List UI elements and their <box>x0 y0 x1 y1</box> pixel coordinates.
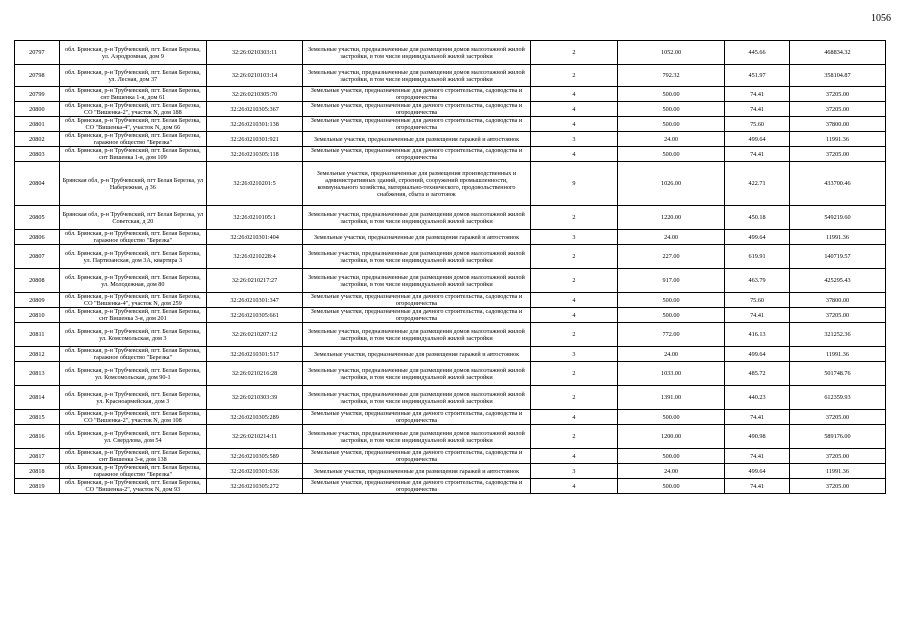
address-cell: Брянская обл, р-н Трубчевский, пгт Белая Березка, ул Советская, д 20 <box>59 206 206 230</box>
cadastral-number-cell: 32:26:0210105:1 <box>207 206 303 230</box>
cadastral-value-cell: 612359.93 <box>789 386 885 410</box>
cadastral-value-cell: 549219.60 <box>789 206 885 230</box>
purpose-group-cell: 3 <box>530 347 617 362</box>
specific-value-cell: 75.60 <box>725 117 790 132</box>
purpose-group-cell: 9 <box>530 162 617 206</box>
address-cell: обл. Брянская, р-н Трубчевский, пгт. Белая Березка, СО "Вишенка-2", участок N, дом 93 <box>59 479 206 494</box>
row-id-cell: 20800 <box>15 102 60 117</box>
land-purpose-cell: Земельные участки, предназначенные для размещения домов малоэтажной жилой застройки, в том числе индивидуальной жилой застройки <box>303 386 531 410</box>
specific-value-cell: 619.91 <box>725 245 790 269</box>
cadastral-number-cell: 32:26:0210301:138 <box>207 117 303 132</box>
specific-value-cell: 463.79 <box>725 269 790 293</box>
table-row <box>15 362 886 386</box>
area-cell: 24.00 <box>617 347 724 362</box>
table-row <box>15 410 886 425</box>
table-row <box>15 87 886 102</box>
address-cell: обл. Брянская, р-н Трубчевский, пгт. Белая Березка, гаражное общество "Березка" <box>59 230 206 245</box>
row-id-cell: 20813 <box>15 362 60 386</box>
land-purpose-cell: Земельные участки, предназначенные для размещения гаражей и автостоянок <box>303 132 531 147</box>
purpose-group-cell: 4 <box>530 449 617 464</box>
cadastral-number-cell: 32:26:0210201:5 <box>207 162 303 206</box>
purpose-group-cell: 4 <box>530 410 617 425</box>
row-id-cell: 20803 <box>15 147 60 162</box>
specific-value-cell: 490.98 <box>725 425 790 449</box>
specific-value-cell: 74.41 <box>725 102 790 117</box>
specific-value-cell: 451.97 <box>725 65 790 87</box>
land-purpose-cell: Земельные участки, предназначенные для дачного строительства, садоводства и огородничества <box>303 410 531 425</box>
address-cell: обл. Брянская, р-н Трубчевский, пгт. Белая Березка, ул. Лесная, дом 37 <box>59 65 206 87</box>
row-id-cell: 20808 <box>15 269 60 293</box>
purpose-group-cell: 4 <box>530 87 617 102</box>
purpose-group-cell: 4 <box>530 293 617 308</box>
land-purpose-cell: Земельные участки, предназначенные для дачного строительства, садоводства и огородничества <box>303 308 531 323</box>
address-cell: обл. Брянская, р-н Трубчевский, пгт. Белая Березка, ул. Партизанская, дом 3А, квартира 3 <box>59 245 206 269</box>
row-id-cell: 20797 <box>15 41 60 65</box>
purpose-group-cell: 3 <box>530 230 617 245</box>
purpose-group-cell: 3 <box>530 464 617 479</box>
cadastral-number-cell: 32:26:0210305:661 <box>207 308 303 323</box>
area-cell: 24.00 <box>617 230 724 245</box>
row-id-cell: 20807 <box>15 245 60 269</box>
area-cell: 917.00 <box>617 269 724 293</box>
cadastral-value-cell: 37800.00 <box>789 117 885 132</box>
address-cell: обл. Брянская, р-н Трубчевский, пгт. Белая Березка, СО "Вишенка-2", участок N, дом 108 <box>59 410 206 425</box>
registry-table <box>14 40 886 494</box>
table-row <box>15 293 886 308</box>
row-id-cell: 20804 <box>15 162 60 206</box>
row-id-cell: 20798 <box>15 65 60 87</box>
purpose-group-cell: 2 <box>530 269 617 293</box>
cadastral-number-cell: 32:26:0210217:27 <box>207 269 303 293</box>
area-cell: 792.32 <box>617 65 724 87</box>
cadastral-value-cell: 37205.00 <box>789 102 885 117</box>
land-purpose-cell: Земельные участки, предназначенные для размещения гаражей и автостоянок <box>303 230 531 245</box>
specific-value-cell: 499.64 <box>725 132 790 147</box>
purpose-group-cell: 4 <box>530 147 617 162</box>
cadastral-number-cell: 32:26:0210214:11 <box>207 425 303 449</box>
table-row <box>15 308 886 323</box>
specific-value-cell: 450.18 <box>725 206 790 230</box>
area-cell: 500.00 <box>617 449 724 464</box>
area-cell: 1220.00 <box>617 206 724 230</box>
purpose-group-cell: 2 <box>530 362 617 386</box>
cadastral-number-cell: 32:26:0210305:118 <box>207 147 303 162</box>
cadastral-value-cell: 468834.32 <box>789 41 885 65</box>
cadastral-value-cell: 37800.00 <box>789 293 885 308</box>
area-cell: 1052.00 <box>617 41 724 65</box>
specific-value-cell: 440.23 <box>725 386 790 410</box>
specific-value-cell: 74.41 <box>725 87 790 102</box>
page-number: 1056 <box>871 13 891 24</box>
land-purpose-cell: Земельные участки, предназначенные для размещения домов малоэтажной жилой застройки, в том числе индивидуальной жилой застройки <box>303 206 531 230</box>
cadastral-value-cell: 425295.43 <box>789 269 885 293</box>
land-purpose-cell: Земельные участки, предназначенные для размещения производственных и административных зданий, строений, сооружений промышленности, коммунального хозяйства, материально-технического, продовольственного снабжения, сбыта и заготовок <box>303 162 531 206</box>
specific-value-cell: 499.64 <box>725 464 790 479</box>
cadastral-value-cell: 37205.00 <box>789 308 885 323</box>
area-cell: 500.00 <box>617 102 724 117</box>
address-cell: обл. Брянская, р-н Трубчевский, пгт. Белая Березка, снт Вишенка 1-я, дом 61 <box>59 87 206 102</box>
purpose-group-cell: 3 <box>530 132 617 147</box>
area-cell: 500.00 <box>617 308 724 323</box>
address-cell: обл. Брянская, р-н Трубчевский, пгт. Белая Березка, гаражное общество "Березка" <box>59 347 206 362</box>
cadastral-value-cell: 37205.00 <box>789 479 885 494</box>
cadastral-value-cell: 433700.46 <box>789 162 885 206</box>
row-id-cell: 20809 <box>15 293 60 308</box>
table-row <box>15 347 886 362</box>
cadastral-value-cell: 321252.36 <box>789 323 885 347</box>
purpose-group-cell: 4 <box>530 308 617 323</box>
table-row <box>15 230 886 245</box>
row-id-cell: 20802 <box>15 132 60 147</box>
purpose-group-cell: 2 <box>530 65 617 87</box>
cadastral-value-cell: 358104.87 <box>789 65 885 87</box>
specific-value-cell: 74.41 <box>725 479 790 494</box>
address-cell: обл. Брянская, р-н Трубчевский, пгт. Белая Березка, снт Вишенка 1-я, дом 109 <box>59 147 206 162</box>
table-row <box>15 464 886 479</box>
table-row <box>15 162 886 206</box>
land-purpose-cell: Земельные участки, предназначенные для дачного строительства, садоводства и огородничества <box>303 293 531 308</box>
cadastral-number-cell: 32:26:0210301:636 <box>207 464 303 479</box>
specific-value-cell: 74.41 <box>725 308 790 323</box>
address-cell: обл. Брянская, р-н Трубчевский, пгт. Белая Березка, ул. Свердлова, дом 54 <box>59 425 206 449</box>
address-cell: обл. Брянская, р-н Трубчевский, пгт. Белая Березка, СО "Вишенка-4", участок N, дом 259 <box>59 293 206 308</box>
cadastral-number-cell: 32:26:0210103:14 <box>207 65 303 87</box>
specific-value-cell: 445.66 <box>725 41 790 65</box>
address-cell: обл. Брянская, р-н Трубчевский, пгт. Белая Березка, ул. Красноармейская, дом 3 <box>59 386 206 410</box>
table-row <box>15 386 886 410</box>
land-purpose-cell: Земельные участки, предназначенные для размещения домов малоэтажной жилой застройки, в том числе индивидуальной жилой застройки <box>303 245 531 269</box>
address-cell: обл. Брянская, р-н Трубчевский, пгт. Белая Березка, снт Вишенка 3-я, дом 138 <box>59 449 206 464</box>
table-row <box>15 425 886 449</box>
cadastral-number-cell: 32:26:0210207:12 <box>207 323 303 347</box>
area-cell: 500.00 <box>617 293 724 308</box>
table-row <box>15 147 886 162</box>
table-row <box>15 206 886 230</box>
purpose-group-cell: 4 <box>530 102 617 117</box>
land-purpose-cell: Земельные участки, предназначенные для дачного строительства, садоводства и огородничества <box>303 147 531 162</box>
area-cell: 227.00 <box>617 245 724 269</box>
cadastral-number-cell: 32:26:0210303:39 <box>207 386 303 410</box>
specific-value-cell: 499.64 <box>725 230 790 245</box>
cadastral-value-cell: 11991.36 <box>789 132 885 147</box>
area-cell: 1200.00 <box>617 425 724 449</box>
purpose-group-cell: 2 <box>530 386 617 410</box>
cadastral-value-cell: 11991.36 <box>789 347 885 362</box>
cadastral-value-cell: 589176.00 <box>789 425 885 449</box>
row-id-cell: 20812 <box>15 347 60 362</box>
specific-value-cell: 416.13 <box>725 323 790 347</box>
land-purpose-cell: Земельные участки, предназначенные для размещения домов малоэтажной жилой застройки, в том числе индивидуальной жилой застройки <box>303 425 531 449</box>
row-id-cell: 20819 <box>15 479 60 494</box>
land-purpose-cell: Земельные участки, предназначенные для размещения гаражей и автостоянок <box>303 464 531 479</box>
area-cell: 24.00 <box>617 464 724 479</box>
specific-value-cell: 485.72 <box>725 362 790 386</box>
table-row <box>15 117 886 132</box>
cadastral-number-cell: 32:26:0210301:921 <box>207 132 303 147</box>
cadastral-number-cell: 32:26:0210216:28 <box>207 362 303 386</box>
land-purpose-cell: Земельные участки, предназначенные для размещения домов малоэтажной жилой застройки, в том числе индивидуальной жилой застройки <box>303 41 531 65</box>
purpose-group-cell: 4 <box>530 117 617 132</box>
address-cell: обл. Брянская, р-н Трубчевский, пгт. Белая Березка, снт Вишенка 3-я, дом 201 <box>59 308 206 323</box>
cadastral-number-cell: 32:26:0210305:289 <box>207 410 303 425</box>
cadastral-value-cell: 37205.00 <box>789 449 885 464</box>
row-id-cell: 20818 <box>15 464 60 479</box>
cadastral-number-cell: 32:26:0210301:517 <box>207 347 303 362</box>
address-cell: обл. Брянская, р-н Трубчевский, пгт. Белая Березка, ул. Аэродромная, дом 9 <box>59 41 206 65</box>
area-cell: 1391.00 <box>617 386 724 410</box>
land-purpose-cell: Земельные участки, предназначенные для дачного строительства, садоводства и огородничества <box>303 117 531 132</box>
row-id-cell: 20817 <box>15 449 60 464</box>
area-cell: 1026.00 <box>617 162 724 206</box>
cadastral-value-cell: 501748.76 <box>789 362 885 386</box>
land-purpose-cell: Земельные участки, предназначенные для дачного строительства, садоводства и огородничества <box>303 479 531 494</box>
cadastral-number-cell: 32:26:0210305:367 <box>207 102 303 117</box>
purpose-group-cell: 4 <box>530 479 617 494</box>
table-row <box>15 269 886 293</box>
address-cell: обл. Брянская, р-н Трубчевский, пгт. Белая Березка, ул. Молодежная, дом 80 <box>59 269 206 293</box>
cadastral-number-cell: 32:26:0210303:11 <box>207 41 303 65</box>
table-row <box>15 479 886 494</box>
land-purpose-cell: Земельные участки, предназначенные для размещения гаражей и автостоянок <box>303 347 531 362</box>
row-id-cell: 20806 <box>15 230 60 245</box>
cadastral-value-cell: 37205.00 <box>789 410 885 425</box>
purpose-group-cell: 2 <box>530 245 617 269</box>
table-row <box>15 132 886 147</box>
area-cell: 24.00 <box>617 132 724 147</box>
row-id-cell: 20814 <box>15 386 60 410</box>
table-row <box>15 245 886 269</box>
area-cell: 500.00 <box>617 87 724 102</box>
area-cell: 500.00 <box>617 117 724 132</box>
area-cell: 500.00 <box>617 479 724 494</box>
specific-value-cell: 74.41 <box>725 410 790 425</box>
address-cell: обл. Брянская, р-н Трубчевский, пгт. Белая Березка, гаражное общество "Березка" <box>59 464 206 479</box>
purpose-group-cell: 2 <box>530 323 617 347</box>
area-cell: 1033.00 <box>617 362 724 386</box>
land-purpose-cell: Земельные участки, предназначенные для размещения домов малоэтажной жилой застройки, в том числе индивидуальной жилой застройки <box>303 65 531 87</box>
area-cell: 500.00 <box>617 147 724 162</box>
cadastral-number-cell: 32:26:0210305:70 <box>207 87 303 102</box>
address-cell: обл. Брянская, р-н Трубчевский, пгт. Белая Березка, СО "Вишенка-4", участок N, дом 66 <box>59 117 206 132</box>
address-cell: обл. Брянская, р-н Трубчевский, пгт. Белая Березка, СО "Вишенка-2", участок N, дом 188 <box>59 102 206 117</box>
area-cell: 500.00 <box>617 410 724 425</box>
address-cell: обл. Брянская, р-н Трубчевский, пгт. Белая Березка, ул. Комсомольская, дом 90-1 <box>59 362 206 386</box>
cadastral-number-cell: 32:26:0210305:589 <box>207 449 303 464</box>
specific-value-cell: 422.71 <box>725 162 790 206</box>
specific-value-cell: 74.41 <box>725 449 790 464</box>
land-purpose-cell: Земельные участки, предназначенные для размещения домов малоэтажной жилой застройки, в том числе индивидуальной жилой застройки <box>303 323 531 347</box>
cadastral-value-cell: 37205.00 <box>789 87 885 102</box>
row-id-cell: 20815 <box>15 410 60 425</box>
land-purpose-cell: Земельные участки, предназначенные для дачного строительства, садоводства и огородничества <box>303 449 531 464</box>
table-row <box>15 449 886 464</box>
cadastral-value-cell: 37205.00 <box>789 147 885 162</box>
row-id-cell: 20799 <box>15 87 60 102</box>
cadastral-number-cell: 32:26:0210301:347 <box>207 293 303 308</box>
table-row <box>15 323 886 347</box>
specific-value-cell: 75.60 <box>725 293 790 308</box>
row-id-cell: 20816 <box>15 425 60 449</box>
table-row <box>15 41 886 65</box>
address-cell: Брянская обл, р-н Трубчевский, пгт Белая Березка, ул Набережная, д 36 <box>59 162 206 206</box>
address-cell: обл. Брянская, р-н Трубчевский, пгт. Белая Березка, ул. Комсомольская, дом 3 <box>59 323 206 347</box>
land-purpose-cell: Земельные участки, предназначенные для размещения домов малоэтажной жилой застройки, в том числе индивидуальной жилой застройки <box>303 269 531 293</box>
land-purpose-cell: Земельные участки, предназначенные для дачного строительства, садоводства и огородничества <box>303 87 531 102</box>
row-id-cell: 20811 <box>15 323 60 347</box>
registry-rows <box>15 41 886 494</box>
table-row <box>15 65 886 87</box>
row-id-cell: 20801 <box>15 117 60 132</box>
specific-value-cell: 74.41 <box>725 147 790 162</box>
purpose-group-cell: 2 <box>530 206 617 230</box>
cadastral-number-cell: 32:26:0210228:4 <box>207 245 303 269</box>
cadastral-value-cell: 11991.36 <box>789 230 885 245</box>
cadastral-number-cell: 32:26:0210305:272 <box>207 479 303 494</box>
cadastral-number-cell: 32:26:0210301:404 <box>207 230 303 245</box>
purpose-group-cell: 2 <box>530 425 617 449</box>
land-purpose-cell: Земельные участки, предназначенные для дачного строительства, садоводства и огородничества <box>303 102 531 117</box>
specific-value-cell: 499.64 <box>725 347 790 362</box>
row-id-cell: 20805 <box>15 206 60 230</box>
table-row <box>15 102 886 117</box>
land-purpose-cell: Земельные участки, предназначенные для размещения домов малоэтажной жилой застройки, в том числе индивидуальной жилой застройки <box>303 362 531 386</box>
area-cell: 772.00 <box>617 323 724 347</box>
address-cell: обл. Брянская, р-н Трубчевский, пгт. Белая Березка, гаражное общество "Березка" <box>59 132 206 147</box>
cadastral-value-cell: 11991.36 <box>789 464 885 479</box>
cadastral-value-cell: 140719.57 <box>789 245 885 269</box>
purpose-group-cell: 2 <box>530 41 617 65</box>
row-id-cell: 20810 <box>15 308 60 323</box>
